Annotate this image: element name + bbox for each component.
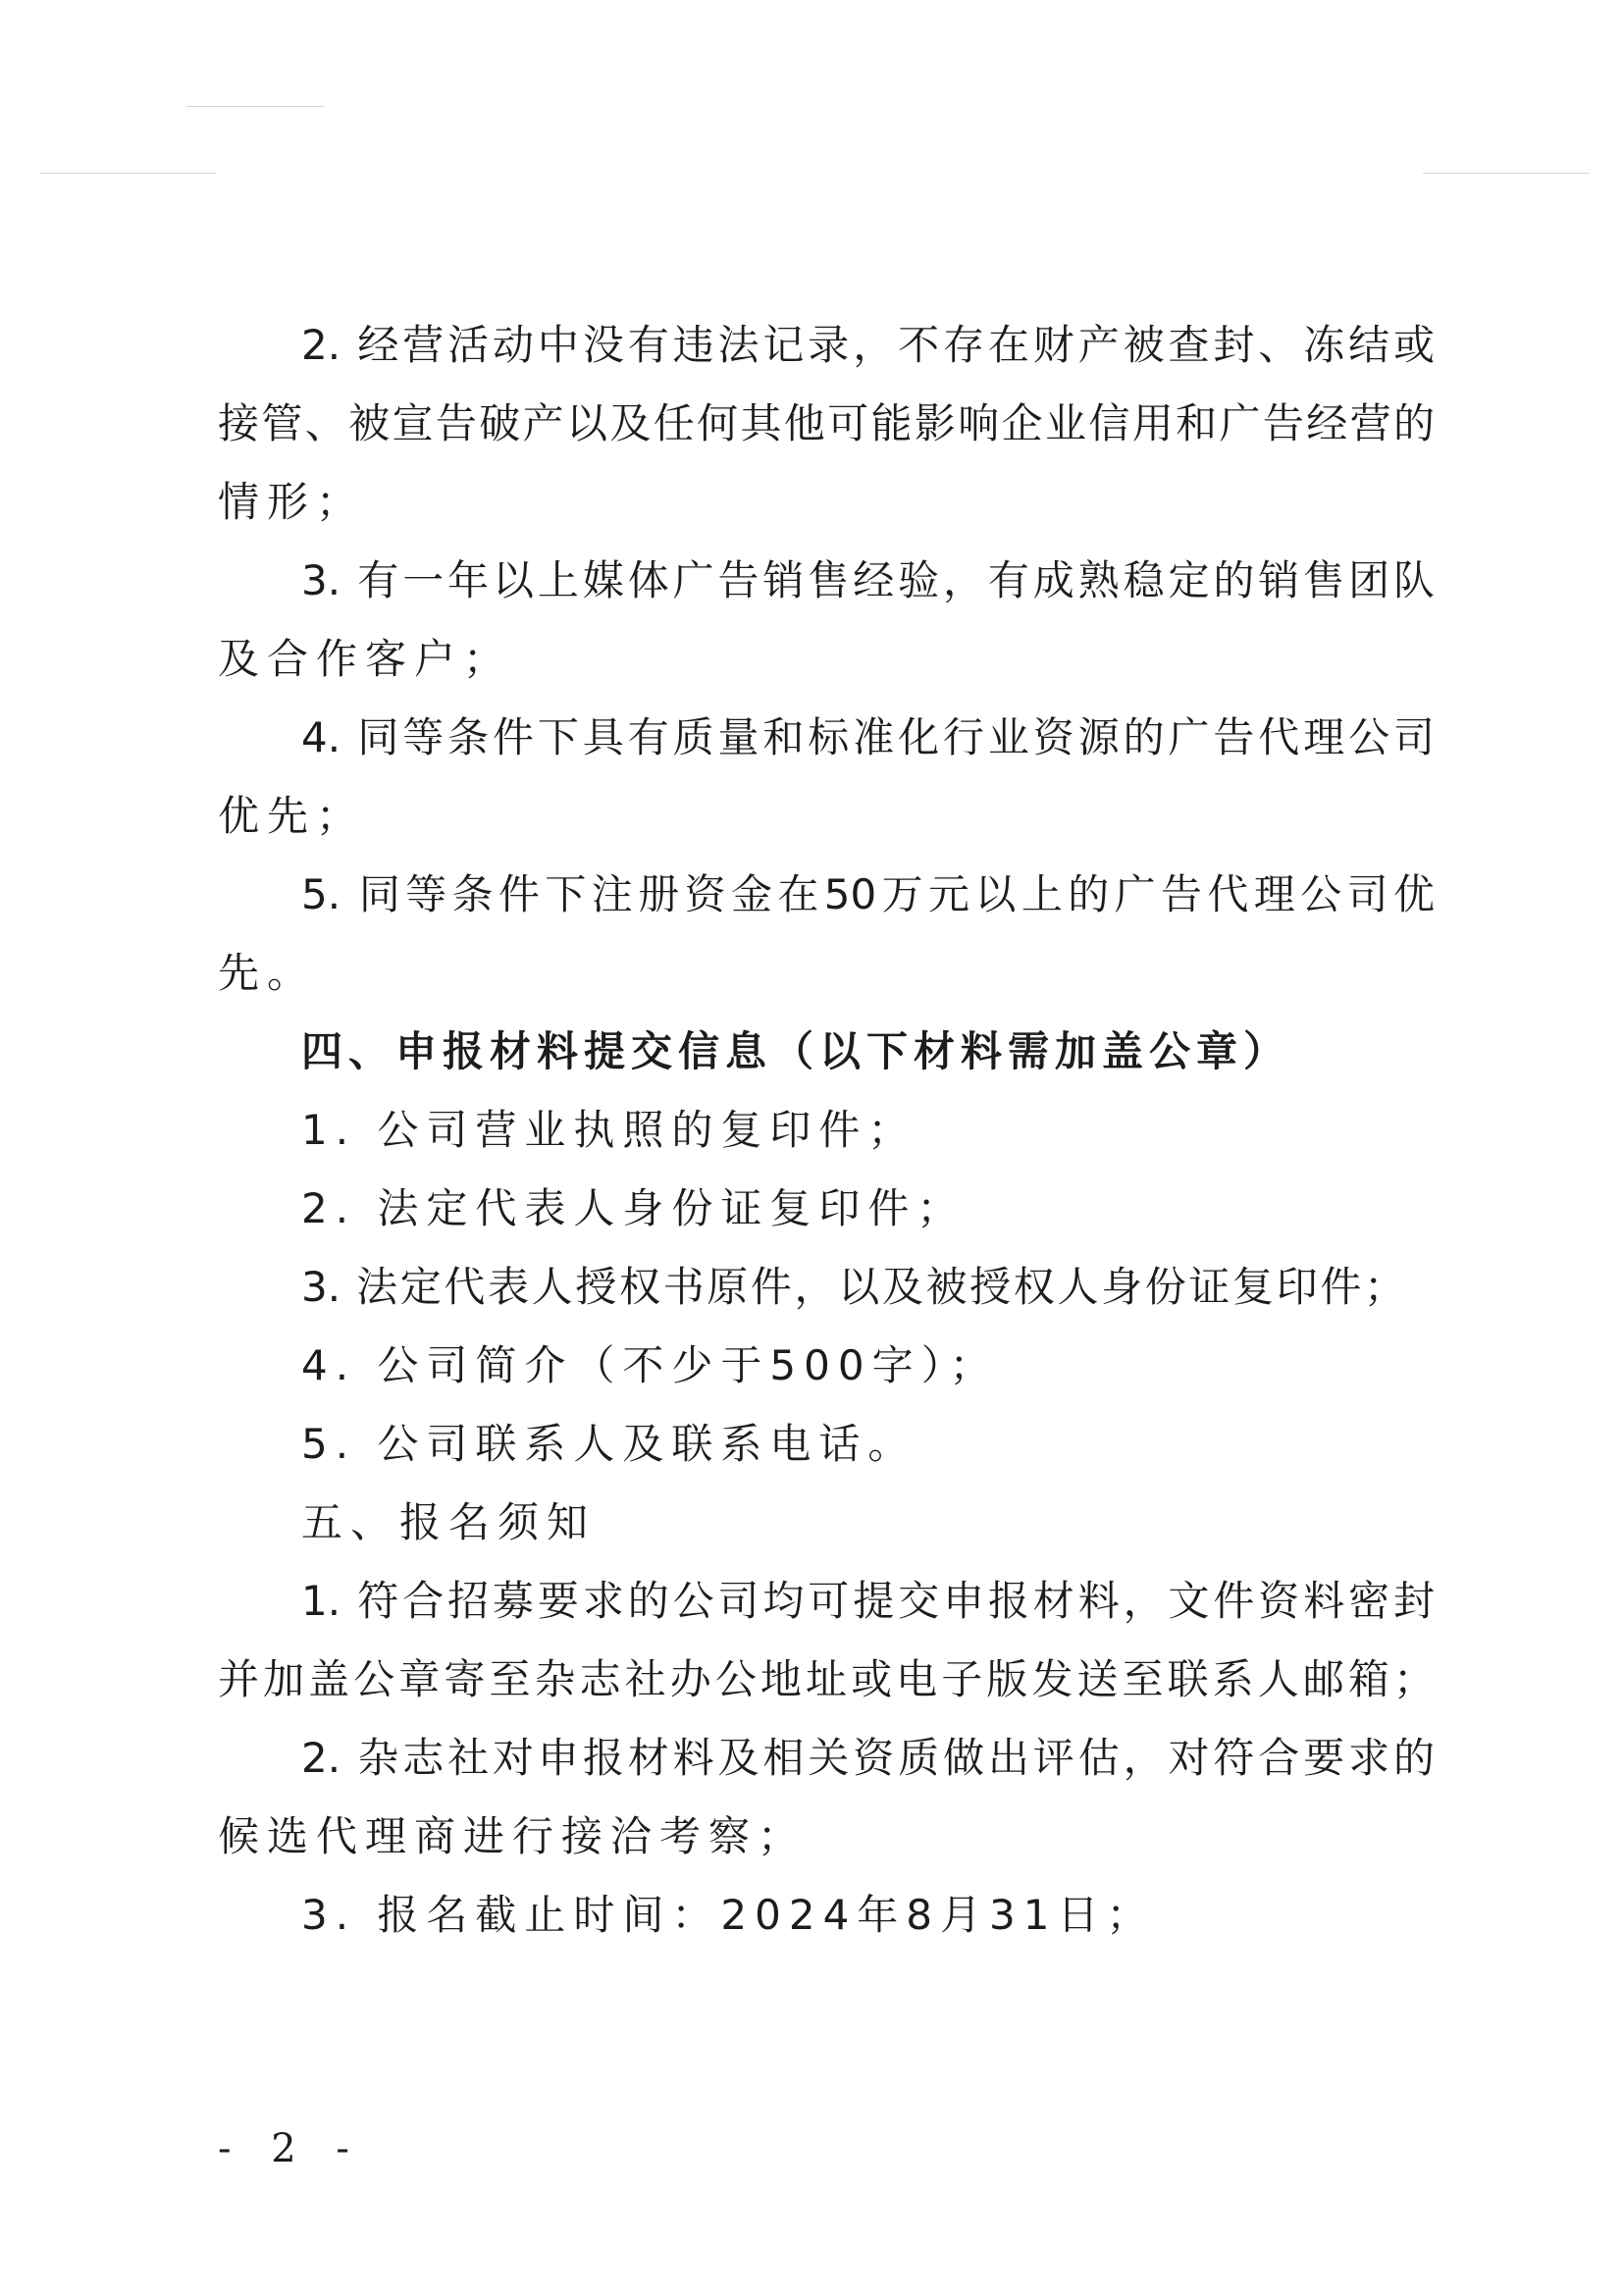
list-item-line: 1. 符合招募要求的公司均可提交申报材料，文件资料密封 [301, 1577, 1435, 1625]
list-item-line: 并加盖公章寄至杂志社办公地址或电子版发送至联系人邮箱； [218, 1655, 1435, 1703]
scan-artifact [186, 106, 324, 107]
scan-artifact [1423, 173, 1590, 174]
list-item-line: 4. 公司简介（不少于500字）； [301, 1341, 999, 1389]
list-item-line: 3. 法定代表人授权书原件，以及被授权人身份证复印件； [301, 1263, 1405, 1311]
list-item-line: 先。 [218, 949, 317, 997]
list-item-line: 4. 同等条件下具有质量和标准化行业资源的广告代理公司 [301, 713, 1435, 761]
list-item-line: 接管、被宣告破产以及任何其他可能影响企业信用和广告经营的 [218, 399, 1435, 447]
list-item-line: 情形； [218, 478, 366, 526]
list-item-line: 5. 同等条件下注册资金在50万元以上的广告代理公司优 [301, 870, 1435, 918]
list-item-line: 3. 报名截止时间：2024年8月31日； [301, 1891, 1156, 1939]
list-item-line: 2. 杂志社对申报材料及相关资质做出评估，对符合要求的 [301, 1734, 1435, 1782]
scan-artifact [39, 173, 216, 174]
list-item-line: 候选代理商进行接洽考察； [218, 1812, 808, 1860]
section-heading: 五、报名须知 [301, 1498, 597, 1546]
list-item-line: 3. 有一年以上媒体广告销售经验，有成熟稳定的销售团队 [301, 556, 1435, 604]
list-item-line: 5. 公司联系人及联系电话。 [301, 1420, 917, 1468]
section-heading: 四、申报材料提交信息（以下材料需加盖公章） [301, 1027, 1291, 1075]
list-item-line: 优先； [218, 792, 366, 840]
page-number: - 2 - [218, 2126, 363, 2171]
list-item-line: 1. 公司营业执照的复印件； [301, 1106, 917, 1154]
list-item-line: 及合作客户； [218, 635, 513, 683]
list-item-line: 2. 经营活动中没有违法记录，不存在财产被查封、冻结或 [301, 321, 1435, 369]
list-item-line: 2. 法定代表人身份证复印件； [301, 1184, 967, 1232]
